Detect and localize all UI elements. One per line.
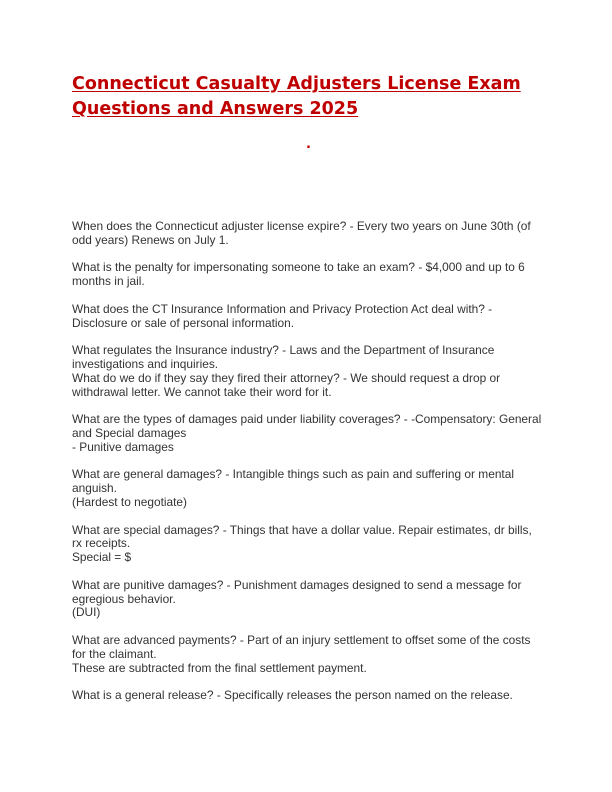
qa-item: What are general damages? - Intangible things such as pain and suffering or mental anguish. (Hardest to negotiate) [72,467,514,509]
document-title: Connecticut Casualty Adjusters License Exam Questions and Answers 2025 [72,74,521,119]
qa-item: What is a general release? - Specifically releases the person named on the release. [72,688,513,703]
center-mark: . [306,137,311,152]
qa-item: What are advanced payments? - Part of an injury settlement to offset some of the costs for the claimant. These are subtracted from the final settlement payment. [72,632,531,675]
qa-item: What are the types of damages paid under liability coverages? - -Compensatory: General and Special damages - Punitive damages [72,412,542,454]
qa-item: What is the penalty for impersonating someone to take an exam? - $4,000 and up to 6 months in jail. [72,260,525,289]
qa-item: What do we do if they say they fired their attorney? - We should request a drop or withdrawal letter. We cannot take their word for it. [72,370,501,399]
qa-item: What are special damages? - Things that have a dollar value. Repair estimates, dr bills, rx receipts. Special = $ [72,522,532,565]
qa-list [72,220,542,717]
qa-item: What are punitive damages? - Punishment damages designed to send a message for egregious behavior. (DUI) [72,577,522,620]
qa-item: What regulates the Insurance industry? - Laws and the Department of Insurance investigations and inquiries. [72,343,495,371]
qa-item: When does the Connecticut adjuster license expire? - Every two years on June 30th (of odd years) Renews on July 1. [72,219,531,247]
qa-item: What does the CT Insurance Information and Privacy Protection Act deal with? - Disclosure or sale of personal information. [72,301,493,330]
